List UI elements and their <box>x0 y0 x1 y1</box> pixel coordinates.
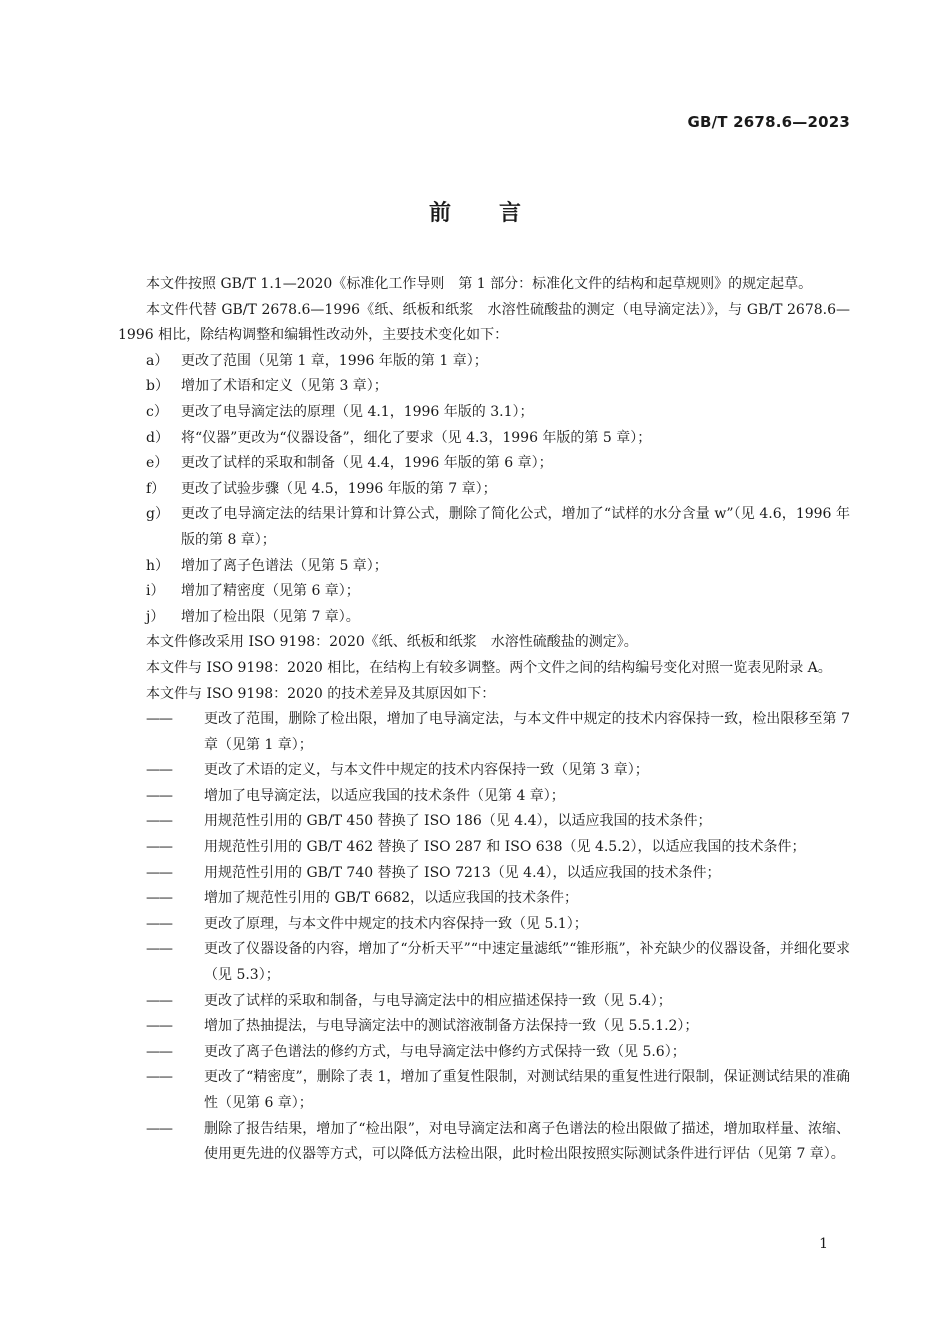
list-item-label: c） <box>146 403 168 420</box>
list-item <box>118 835 850 861</box>
list-item-label: e） <box>146 455 169 472</box>
paragraph-drafting-rules: 本文件按照 GB/T 1.1—2020《标准化工作导则 第 1 部分：标准化文件的结构和起草规则》的规定起草。 <box>146 276 813 292</box>
dash-label: —— <box>146 864 172 881</box>
list-item <box>118 349 850 375</box>
list-item <box>118 1040 850 1066</box>
dash-label: —— <box>146 992 172 1009</box>
standard-code: GB/T 2678.6—2023 <box>687 113 850 131</box>
list-item-text: 增加了规范性引用的 GB/T 6682，以适应我国的技术条件； <box>204 890 579 907</box>
paragraph-replaces: 本文件代替 GB/T 2678.6—1996《纸、纸板和纸浆 水溶性硫酸盐的测定（电导滴定法）》，与 GB/T 2678.6—1996 相比，除结构调整和编辑性改动外，主要技术变化如下： <box>118 301 850 344</box>
dash-label: —— <box>146 787 172 804</box>
dash-label: —— <box>146 839 172 856</box>
list-item <box>118 1065 850 1116</box>
list-item <box>118 809 850 835</box>
dash-label: —— <box>146 915 172 932</box>
dash-label: —— <box>146 711 172 728</box>
list-item <box>118 502 850 553</box>
dash-label: —— <box>146 890 172 907</box>
list-item-text: 更改了试验步骤（见 4.5，1996 年版的第 7 章）； <box>181 480 497 497</box>
list-item <box>118 451 850 477</box>
list-item <box>118 886 850 912</box>
page-number: 1 <box>819 1236 828 1252</box>
list-item-label: h） <box>146 557 170 574</box>
list-item-label: b） <box>146 378 169 395</box>
dash-label: —— <box>146 813 172 830</box>
list-item-text: 更改了试样的采取和制备，与电导滴定法中的相应描述保持一致（见 5.4）； <box>204 992 672 1009</box>
paragraph-structure-comparison: 本文件与 ISO 9198：2020 相比，在结构上有较多调整。两个文件之间的结构编号变化对照一览表见附录 A。 <box>146 659 832 676</box>
list-item <box>118 554 850 580</box>
list-item <box>118 707 850 758</box>
list-item-text: 增加了检出限（见第 7 章）。 <box>181 608 360 625</box>
dash-label: —— <box>146 1120 172 1137</box>
list-item <box>118 579 850 605</box>
list-item-text: 增加了电导滴定法，以适应我国的技术条件（见第 4 章）； <box>204 787 565 804</box>
list-item-text: 删除了报告结果，增加了“检出限”，对电导滴定法和离子色谱法的检出限做了描述，增加取样量、浓缩、使用更先进的仪器等方式，可以降低方法检出限，此时检出限按照实际测试条件进行评估（见第 7 章）。 <box>204 1120 850 1163</box>
differences-list <box>118 707 850 1168</box>
list-item-label: a） <box>146 352 169 369</box>
list-item-text: 更改了试样的采取和制备（见 4.4，1996 年版的第 6 章）； <box>181 455 553 472</box>
list-item-text: 用规范性引用的 GB/T 462 替换了 ISO 287 和 ISO 638（见 4.5.2），以适应我国的技术条件； <box>204 839 806 856</box>
paragraph-technical-differences: 本文件与 ISO 9198：2020 的技术差异及其原因如下： <box>146 685 496 702</box>
foreword-body <box>118 272 850 1168</box>
list-item-text: 用规范性引用的 GB/T 740 替换了 ISO 7213（见 4.4），以适应我国的技术条件； <box>204 864 721 881</box>
list-item <box>118 374 850 400</box>
paragraph-modified-adoption: 本文件修改采用 ISO 9198：2020《纸、纸板和纸浆 水溶性硫酸盐的测定》。 <box>146 634 638 651</box>
list-item-text: 将“仪器”更改为“仪器设备”，细化了要求（见 4.3，1996 年版的第 5 章）； <box>181 429 652 446</box>
list-item-text: 更改了离子色谱法的修约方式，与电导滴定法中修约方式保持一致（见 5.6）； <box>204 1043 686 1060</box>
list-item <box>118 912 850 938</box>
list-item <box>118 758 850 784</box>
list-item-text: 更改了术语的定义，与本文件中规定的技术内容保持一致（见第 3 章）； <box>204 762 649 779</box>
list-item <box>118 477 850 503</box>
list-item <box>118 937 850 988</box>
dash-label: —— <box>146 1069 172 1086</box>
list-item-text: 更改了范围，删除了检出限，增加了电导滴定法，与本文件中规定的技术内容保持一致，检出限移至第 7 章（见第 1 章）； <box>204 711 850 753</box>
list-item-text: 增加了术语和定义（见第 3 章）； <box>181 378 388 395</box>
list-item-text: 增加了精密度（见第 6 章）； <box>181 583 360 600</box>
list-item-text: 更改了电导滴定法的原理（见 4.1，1996 年版的 3.1）； <box>181 403 534 420</box>
list-item-text: 更改了仪器设备的内容，增加了“分析天平”“中速定量滤纸”“锥形瓶”，补充缺少的仪器设备，并细化要求（见 5.3）； <box>204 941 850 984</box>
list-item <box>118 989 850 1015</box>
list-item <box>118 426 850 452</box>
list-item-text: 更改了电导滴定法的结果计算和计算公式，删除了简化公式，增加了“试样的水分含量 w”（见 4.6，1996 年版的第 8 章）； <box>181 506 850 548</box>
dash-label: —— <box>146 762 172 779</box>
list-item <box>118 605 850 631</box>
dash-label: —— <box>146 1018 172 1035</box>
list-item <box>118 1117 850 1168</box>
list-item-text: 更改了范围（见第 1 章，1996 年版的第 1 章）； <box>181 352 488 369</box>
list-item-text: 更改了“精密度”，删除了表 1，增加了重复性限制，对测试结果的重复性进行限制，保证测试结果的准确性（见第 6 章）； <box>204 1069 850 1111</box>
list-item <box>118 784 850 810</box>
dash-label: —— <box>146 941 172 958</box>
page-title: 前言 <box>428 201 569 226</box>
dash-label: —— <box>146 1043 172 1060</box>
list-item <box>118 1014 850 1040</box>
list-item-label: g） <box>146 506 169 523</box>
list-item-text: 增加了热抽提法，与电导滴定法中的测试溶液制备方法保持一致（见 5.5.1.2）； <box>204 1018 699 1035</box>
list-item <box>118 861 850 887</box>
list-item-label: j） <box>146 608 165 625</box>
list-item-text: 增加了离子色谱法（见第 5 章）； <box>181 557 388 574</box>
list-item-text: 更改了原理，与本文件中规定的技术内容保持一致（见 5.1）； <box>204 915 588 932</box>
list-item-label: d） <box>146 429 169 446</box>
changes-list <box>118 349 850 631</box>
list-item <box>118 400 850 426</box>
list-item-label: i） <box>146 583 165 600</box>
list-item-text: 用规范性引用的 GB/T 450 替换了 ISO 186（见 4.4），以适应我国的技术条件； <box>204 813 712 830</box>
list-item-label: f） <box>146 480 166 497</box>
